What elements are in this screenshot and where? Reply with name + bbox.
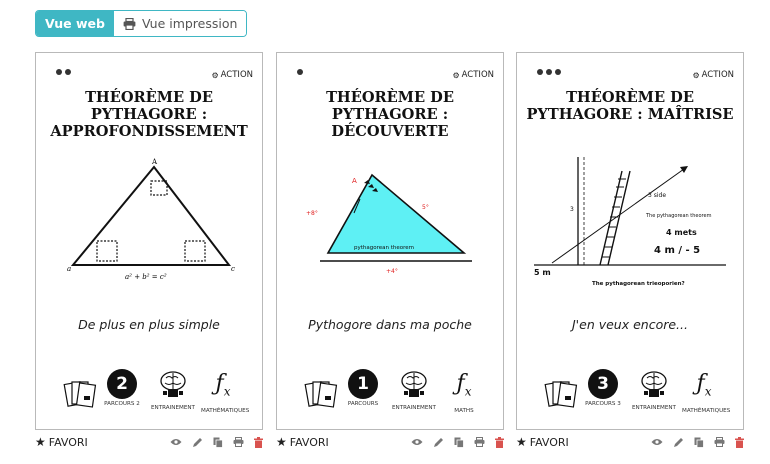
training-label: ENTRAINEMENT [632, 405, 676, 411]
edit-button[interactable] [192, 437, 203, 448]
view-button[interactable] [651, 438, 663, 446]
card-footer [516, 434, 744, 450]
card-footer [276, 434, 504, 450]
card-title: THÉORÈME DE PYTHAGORE : MAÎTRISE [526, 89, 734, 123]
printer-icon [123, 18, 136, 30]
action-tag [692, 70, 734, 80]
formula-label: a² + b² = c² [125, 273, 167, 281]
gear-icon: ⚙ [692, 70, 700, 80]
level-label: PARCOURS 2 [104, 401, 140, 407]
print-view-button[interactable] [114, 11, 247, 36]
figure-caption: The pythagorean theorem [646, 213, 712, 219]
level-badge [581, 369, 625, 407]
copy-icon [454, 437, 464, 448]
print-button[interactable] [474, 437, 485, 447]
card-description: De plus en plus simple [78, 317, 220, 332]
gear-icon: ⚙ [452, 70, 460, 80]
action-tag [211, 70, 253, 80]
favorite-button[interactable] [35, 435, 88, 449]
brain-icon [158, 369, 188, 399]
subject-label: MATHÉMATIQUES [682, 408, 731, 415]
gear-icon: ⚙ [211, 70, 219, 80]
ladder-figure [530, 153, 730, 293]
edit-button[interactable] [673, 437, 684, 448]
subject-badge [442, 369, 486, 415]
view-button[interactable] [170, 438, 182, 446]
card-icons [517, 369, 743, 425]
training-label: ENTRAINEMENT [392, 405, 436, 411]
function-icon: $ƒ_x$ [215, 371, 231, 399]
card-description: J'en veux encore... [572, 317, 688, 332]
level-number: 1 [348, 369, 378, 399]
level-label: PARCOURS [347, 401, 379, 407]
star-icon: ★ [516, 435, 527, 449]
view-button[interactable] [411, 438, 423, 446]
view-toggle [35, 10, 247, 37]
action-label: ACTION [220, 70, 253, 80]
subject-badge [201, 369, 250, 415]
print-view-label: Vue impression [141, 16, 238, 31]
eye-icon [411, 438, 423, 446]
star-icon: ★ [276, 435, 287, 449]
delete-button[interactable] [254, 437, 263, 448]
caption-label: pythagorean theorem [354, 245, 415, 251]
action-tag [452, 70, 494, 80]
figure-caption: The pythagorean trieoporien? [592, 281, 685, 287]
eye-icon [170, 438, 182, 446]
level-badge [100, 369, 144, 407]
card-title: THÉORÈME DE PYTHAGORE : APPROFONDISSEMENT [50, 89, 248, 140]
action-label: ACTION [461, 70, 494, 80]
trash-icon [735, 437, 744, 448]
level-dots [537, 69, 561, 75]
side-label: 4 mets [666, 228, 697, 237]
copy-icon [694, 437, 704, 448]
card-title: THÉORÈME DE PYTHAGORE : DÉCOUVERTE [326, 89, 454, 140]
level-number: 3 [588, 369, 618, 399]
web-view-button[interactable]: Vue web [36, 11, 114, 36]
pencil-icon [192, 437, 203, 448]
vertex-label: A [152, 158, 158, 166]
delete-button[interactable] [495, 437, 504, 448]
level-number: 2 [107, 369, 137, 399]
subject-label: MATHS [454, 408, 474, 415]
training-badge [392, 369, 436, 411]
level-dots [297, 69, 303, 75]
side-label: 3 side [648, 192, 667, 199]
function-icon: $ƒ_x$ [456, 371, 472, 399]
edit-button[interactable] [433, 437, 444, 448]
star-icon: ★ [35, 435, 46, 449]
card-description: Pythogore dans ma poche [308, 317, 472, 332]
cards-deck-icon [539, 379, 583, 409]
eye-icon [651, 438, 663, 446]
brain-icon [639, 369, 669, 399]
triangle-figure [290, 153, 490, 293]
pencil-icon [673, 437, 684, 448]
card-icons [36, 369, 262, 425]
cards-deck-icon [58, 379, 102, 409]
cards-deck-icon [299, 379, 343, 409]
printer-icon [474, 437, 485, 447]
vertex-label: c [231, 265, 235, 273]
delete-button[interactable] [735, 437, 744, 448]
vertex-label: A [352, 177, 357, 185]
training-label: ENTRAINEMENT [151, 405, 195, 411]
printer-icon [233, 437, 244, 447]
training-badge [632, 369, 676, 411]
card-icons [277, 369, 503, 425]
subject-badge [682, 369, 731, 415]
side-label: 4 m / - 5 [654, 245, 701, 256]
card-footer [35, 434, 263, 450]
favorite-label: FAVORI [289, 435, 329, 449]
activity-card[interactable] [276, 52, 504, 430]
function-icon: $ƒ_x$ [696, 371, 712, 399]
triangle-figure [49, 153, 249, 293]
trash-icon [254, 437, 263, 448]
copy-button[interactable] [454, 437, 464, 448]
level-label: PARCOURS 3 [585, 401, 621, 407]
side-label: 5° [422, 204, 429, 211]
subject-label: MATHÉMATIQUES [201, 408, 250, 415]
action-label: ACTION [701, 70, 734, 80]
side-label: +4° [386, 268, 398, 275]
side-label: 5 m [534, 268, 551, 277]
vertex-label: a [67, 265, 72, 273]
pencil-icon [433, 437, 444, 448]
activity-card[interactable] [516, 52, 744, 430]
level-dots [56, 69, 71, 75]
print-button[interactable] [233, 437, 244, 447]
brain-icon [399, 369, 429, 399]
trash-icon [495, 437, 504, 448]
printer-icon [714, 437, 725, 447]
copy-button[interactable] [213, 437, 223, 448]
favorite-label: FAVORI [48, 435, 88, 449]
favorite-label: FAVORI [529, 435, 569, 449]
side-label: +8° [306, 210, 318, 217]
copy-button[interactable] [694, 437, 704, 448]
training-badge [151, 369, 195, 411]
favorite-button[interactable] [516, 435, 569, 449]
level-badge [341, 369, 385, 407]
favorite-button[interactable] [276, 435, 329, 449]
copy-icon [213, 437, 223, 448]
side-label: 3 [570, 206, 574, 213]
print-button[interactable] [714, 437, 725, 447]
activity-card[interactable] [35, 52, 263, 430]
